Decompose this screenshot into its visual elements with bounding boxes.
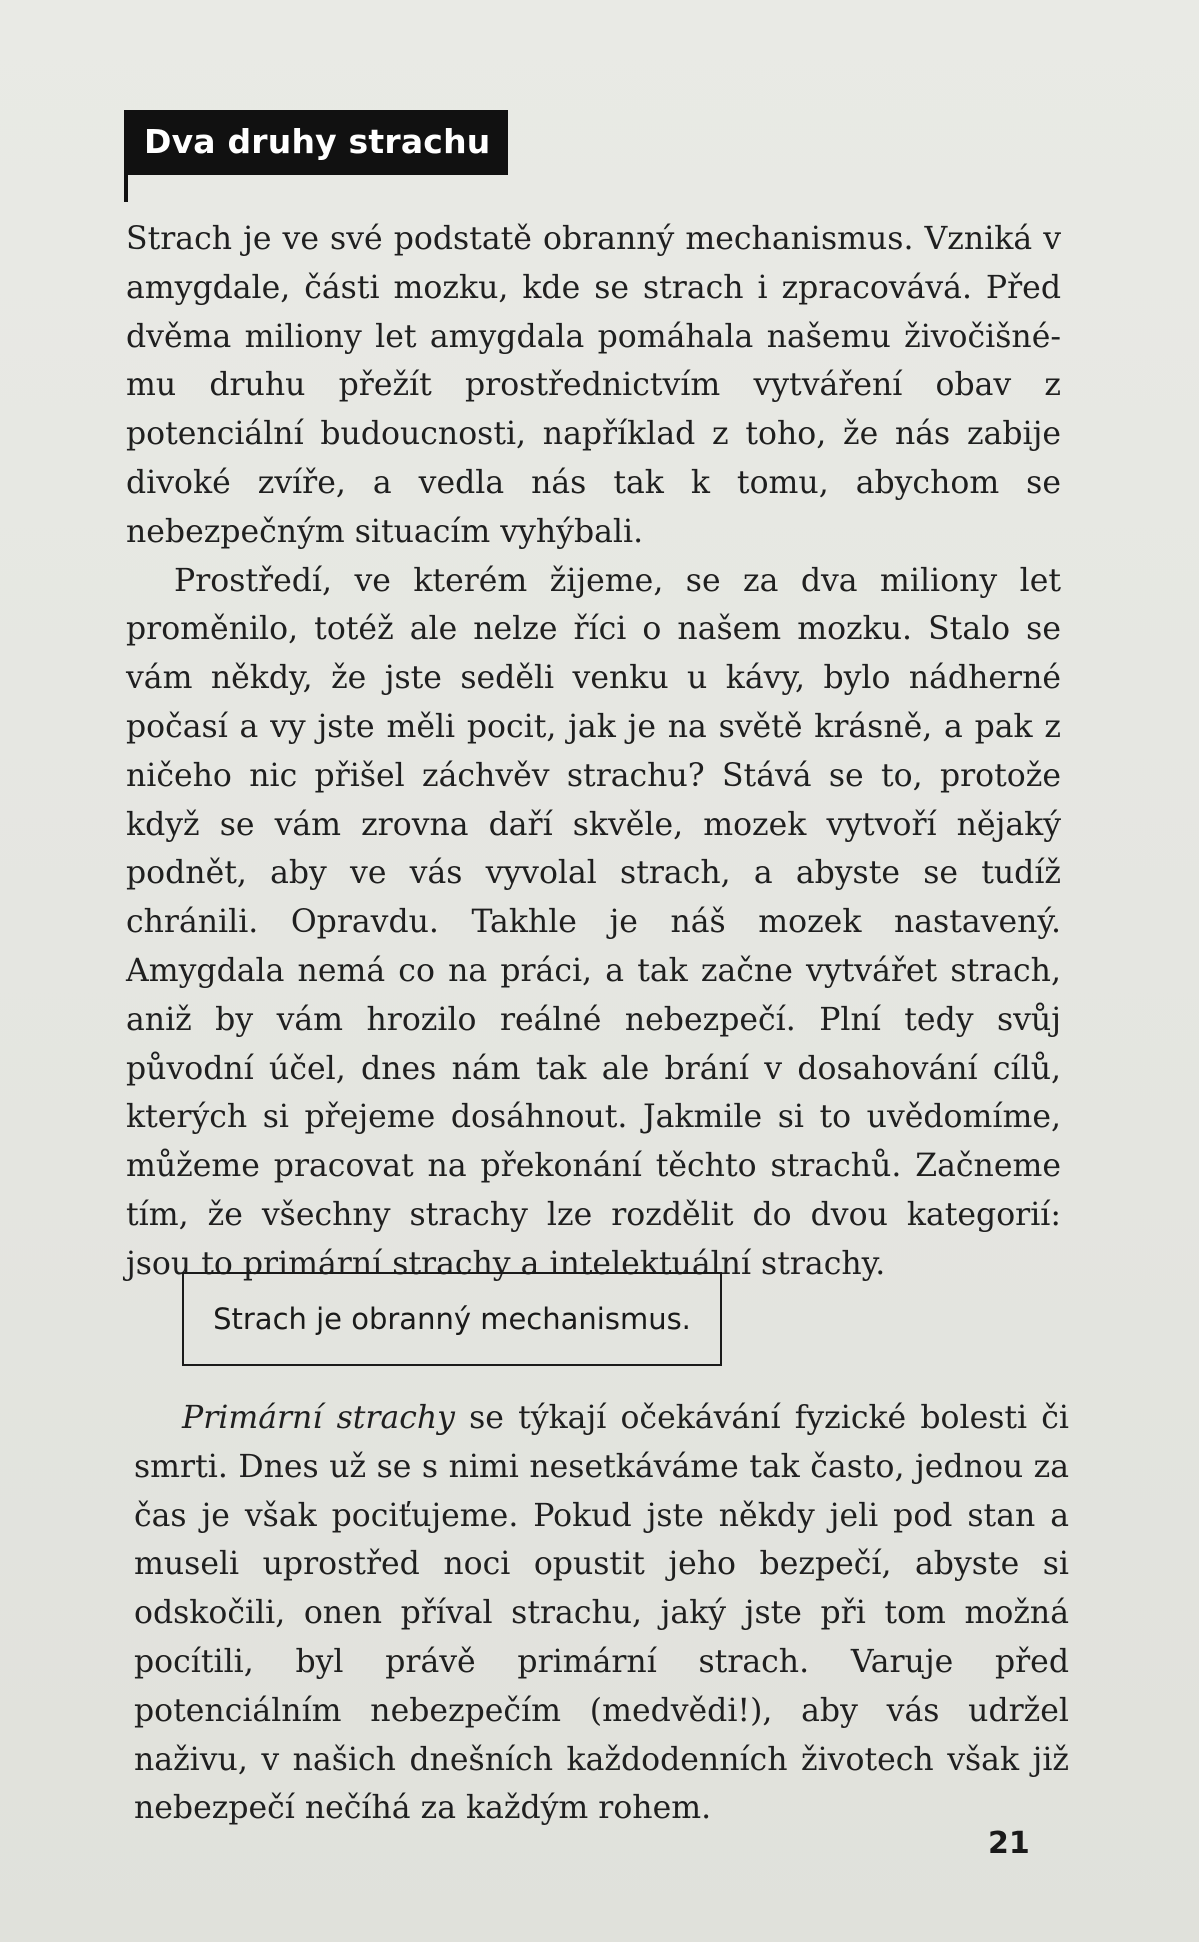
callout-box <box>182 1272 722 1366</box>
paragraph-3 <box>134 1394 1069 1833</box>
page-number: 21 <box>988 1826 1030 1861</box>
heading-tick-mark <box>124 150 128 202</box>
term-primary-fears: Primární strachy <box>182 1400 455 1436</box>
paragraph-1: Strach je ve své podstatě obranný mechanismus. Vzniká v amygdale, části mozku, kde se strach i zpracovává. Před dvěma miliony let amygdala pomáhala našemu živočišnému druhu přežít prostřednictvím vytváření obav z potenciální budoucnosti, například z toho, že nás zabije divoké zvíře, a vedla nás tak k tomu, abychom se nebezpečným situacím vyhýbali. <box>126 221 1061 550</box>
paragraph-2: Prostředí, ve kterém žijeme, se za dva miliony let proměnilo, totéž ale nelze říci o našem mozku. Stalo se vám někdy, že jste seděli venku u kávy, bylo nádherné počasí a vy jste měli pocit, jak je na světě krásně, a pak z ničeho nic přišel záchvěv strachu? Stává se to, protože když se vám zrovna daří skvěle, mozek vytvoří nějaký podnět, aby ve vás vyvolal strach, a abyste se tudíž chránili. Opravdu. Takhle je náš mozek nastavený. Amygdala nemá co na práci, a tak začne vytvářet strach, aniž by vám hrozilo reálné nebezpečí. Plní tedy svůj původní účel, dnes nám tak ale brání v dosahování cílů, kterých si přejeme dosáhnout. Jakmile si to uvědomíme, můžeme pracovat na překonání těchto strachů. Začneme tím, že všechny strachy lze rozdělit do dvou kategorií: jsou to primární strachy a intelektuální strachy. <box>126 562 1061 1282</box>
section-heading-wrap <box>124 110 508 175</box>
body-text <box>126 215 1061 1289</box>
body-text-continued <box>134 1394 1069 1833</box>
paragraph-3-text: se týkají očekávání fyzické bolesti či smrti. Dnes už se s nimi nesetkáváme tak často, jednou za čas je však pociťujeme. Pokud jste někdy jeli pod stan a museli uprostřed noci opustit jeho bezpečí, abyste si odskočili, onen příval strachu, jaký jste při tom možná pocítili, byl právě primární strach. Varuje před potenciálním nebezpečím (medvědi!), aby vás udržel naživu, v našich dnešních každodenních životech však již nebezpečí nečíhá za každým rohem. <box>134 1400 1070 1827</box>
section-heading: Dva druhy strachu <box>124 110 508 175</box>
callout-text: Strach je obranný mechanismus. <box>213 1302 691 1336</box>
